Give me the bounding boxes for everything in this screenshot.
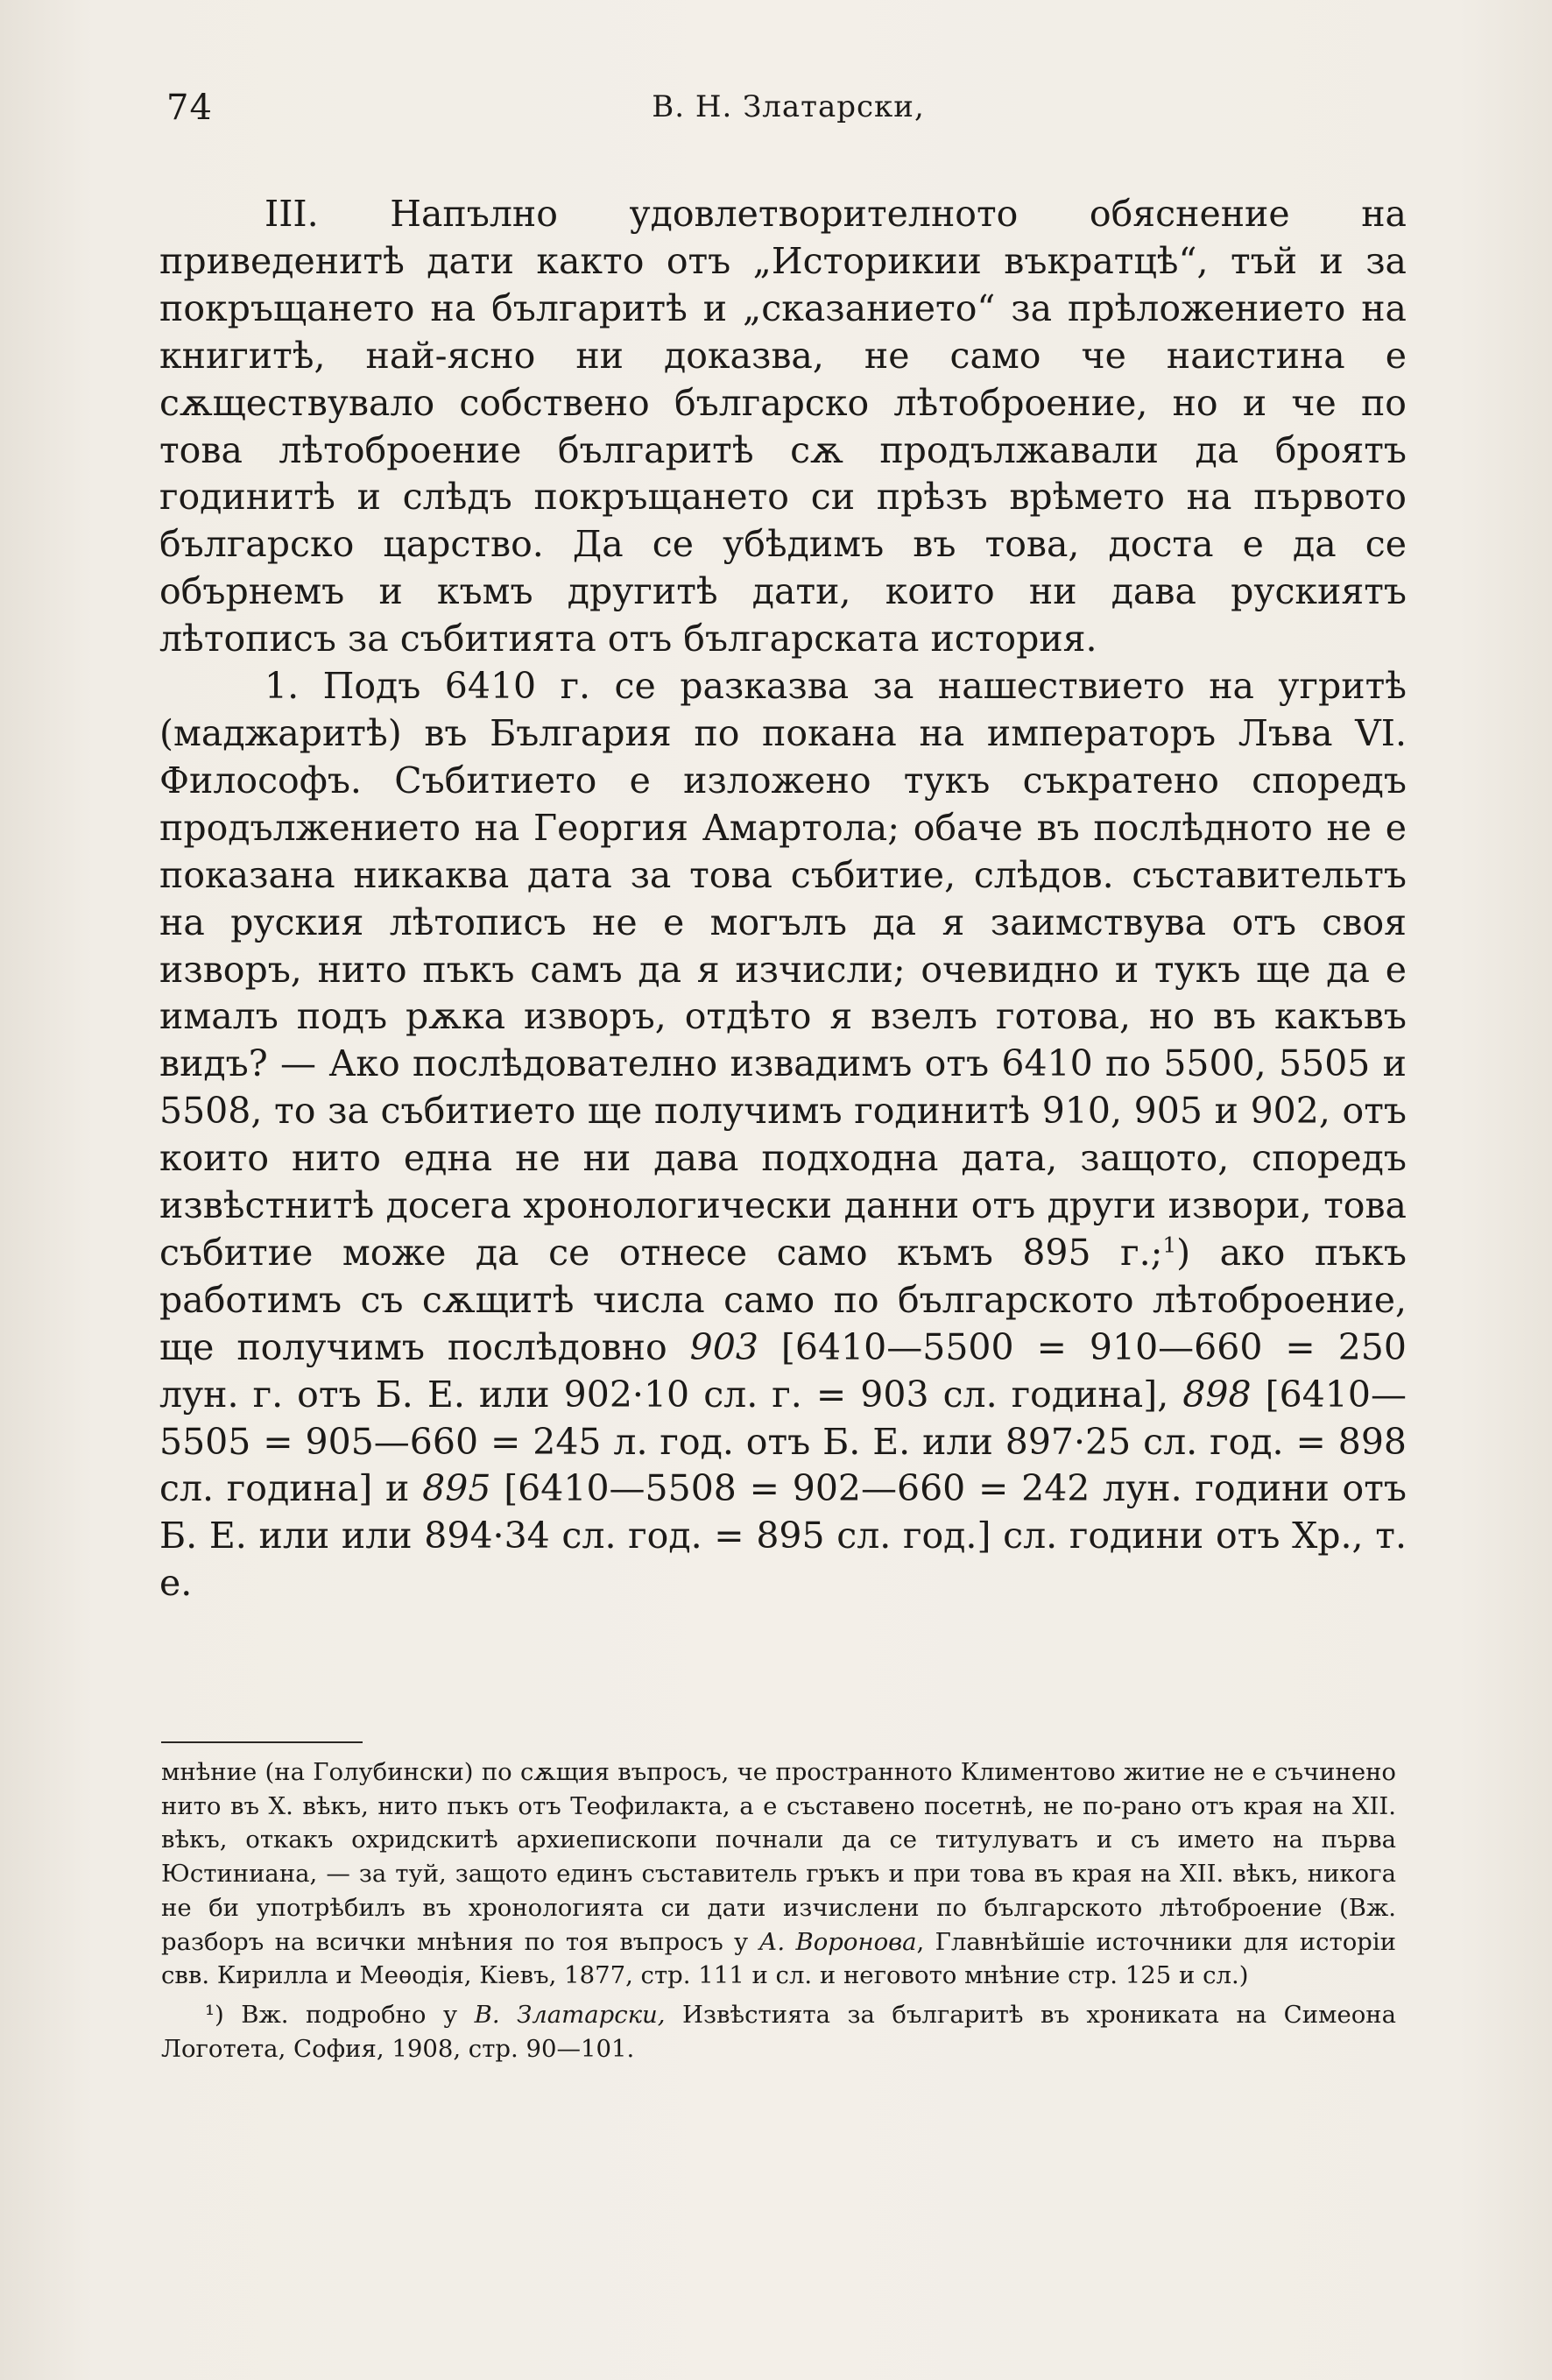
footnote-continuation — [161, 1755, 1396, 1993]
footnote-1 — [161, 1998, 1396, 2066]
footnote-text: , Главнѣйшіе источники для исторіи свв. Кирилла и Меѳодія, Кіевъ, 1877, стр. 111 и сл. и неговото мнѣние стр. 125 и сл.) — [161, 1927, 1396, 1990]
paragraph-text: [6410—5505 = 905—660 = 245 л. год. отъ Б. Е. или 897·25 сл. год. = 898 сл. година] и — [159, 1373, 1407, 1510]
paragraph-text: [6410—5500 = 910—660 = 250 лун. г. отъ Б. Е. или 902·10 сл. г. = 903 сл. година], — [159, 1325, 1407, 1416]
year-italic: 895 — [422, 1467, 491, 1510]
footnote-mark: ¹ — [205, 2000, 215, 2029]
footnotes — [161, 1755, 1396, 2066]
footnote-author: В. Златарски, — [474, 2000, 666, 2029]
year-italic: 903 — [689, 1325, 758, 1368]
paragraph-text: ) ако пъкъ работимъ съ сѫщитѣ числа само по българското лѣтоброение, ще получимъ послѣдовно — [159, 1231, 1407, 1368]
footnote-text: мнѣние (на Голубински) по сѫщия въпросъ, че пространното Климентово житие не е съчинено нито въ X. вѣкъ, нито пъкъ отъ Теофилакта, а е съставено посетнѣ, не по-рано отъ края на XII. вѣкъ, откакъ охридскитѣ архиепископи почнали да се титулуватъ и съ името на първа Юстиниана, — за туй, защото единъ съставитель гръкъ и при това въ края на XII. вѣкъ, никога не би употрѣбилъ въ хронологията си дати изчислени по българското лѣтоброение (Вж. разборъ на всички мнѣния по тоя въпросъ у — [161, 1758, 1396, 1956]
running-head: В. Н. Златарски, — [652, 89, 925, 124]
footnote-author: А. Воронова — [758, 1927, 917, 1956]
main-text — [159, 191, 1407, 1607]
year-italic: 898 — [1182, 1373, 1252, 1416]
page-header — [166, 88, 1410, 140]
paragraph-item-1 — [159, 663, 1407, 1607]
page-number: 74 — [166, 88, 213, 128]
paragraph-text: 1. Подъ 6410 г. се разказва за нашествието на угритѣ (маджаритѣ) въ България по покана на императоръ Лъва VI. Философъ. Събитието е изложено тукъ съкратено споредъ продължението на Георгия Амартола; обаче въ послѣдното не е показана никаква дата за това събитие, слѣдов. съставительтъ на руския лѣтописъ не е могълъ да я заимствува отъ своя изворъ, нито пъкъ самъ да я изчисли; очевидно и тукъ ще да е ималъ подъ рѫка изворъ, отдѣто я взелъ готова, но въ какъвъ видъ? — Ако послѣдователно извадимъ отъ 6410 по 5500, 5505 и 5508, то за събитието ще получимъ годинитѣ 910, 905 и 902, отъ които нито една не ни дава подходна дата, защото, споредъ извѣстнитѣ досега хронологически данни отъ други извори, това събитие може да се отнесе само къмъ 895 г.; — [159, 665, 1407, 1274]
footnote-ref: 1 — [1162, 1232, 1177, 1258]
paragraph-section-iii: III. Напълно удовлетворителното обяснение на приведенитѣ дати както отъ „Историкии въкратцѣ“, тъй и за покръщането на българитѣ и „сказанието“ за прѣложението на книгитѣ, най-ясно ни доказва, не само че наистина е сѫществувало собствено българско лѣтоброение, но и че по това лѣтоброение българитѣ сѫ продължавали да броятъ годинитѣ и слѣдъ покръщането си прѣзъ врѣмето на първото българско царство. Да се убѣдимъ въ това, доста е да се обърнемъ и къмъ другитѣ дати, които ни дава рускиятъ лѣтописъ за събитията отъ българската история. — [159, 193, 1407, 660]
footnote-text: Извѣстията за българитѣ въ хрониката на Симеона Логотета, София, 1908, стр. 90—101. — [161, 2000, 1396, 2063]
footnote-divider — [161, 1741, 363, 1743]
footnote-text: ) Вж. подробно у — [215, 2000, 458, 2029]
paragraph-text: [6410—5508 = 902—660 = 242 лун. години отъ Б. Е. или или 894·34 сл. год. = 895 сл. год.] сл. години отъ Хр., т. е. — [159, 1467, 1407, 1605]
